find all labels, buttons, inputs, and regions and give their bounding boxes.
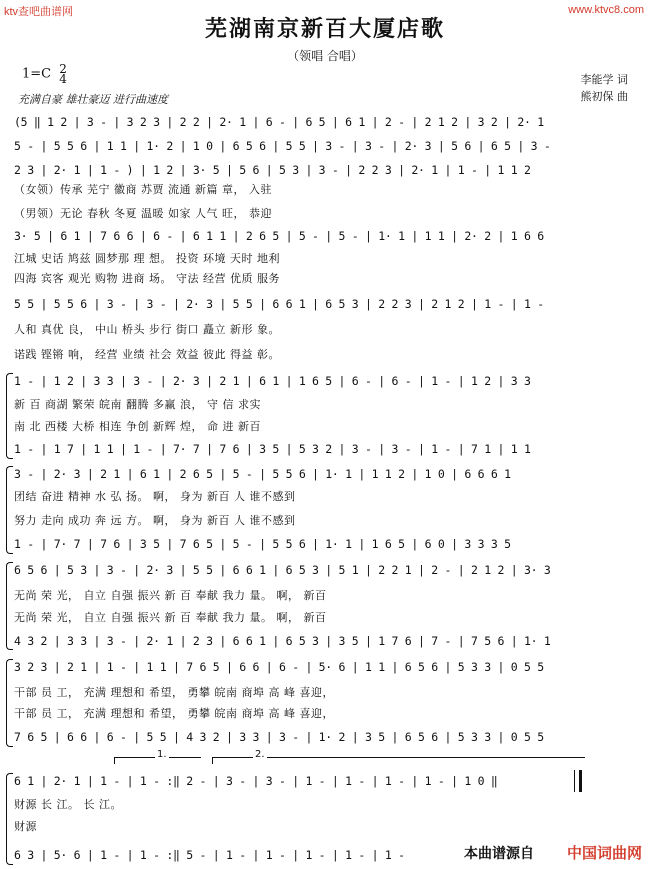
lyric-row: 努力 走向 成功 奔 远 方。 啊， 身为 新百 人 谁不感到 [14, 514, 296, 527]
watermark-right: www.ktvc8.com [568, 4, 644, 16]
lyric-row: 团结 奋进 精神 水 弘 扬。 啊， 身为 新百 人 谁不感到 [14, 490, 296, 503]
notation-row: 5 - | 5 5 6 | 1 1 | 1· 2 | 1 0 | 6 5 6 | 5 5 | 3 - | 3 - | 2· 3 | 5 6 | 6 5 | 3 - [14, 139, 551, 153]
system-brace [6, 773, 13, 865]
system-brace [6, 562, 13, 650]
notation-row: 4 3 2 | 3 3 | 3 - | 2· 1 | 2 3 | 6 6 1 | 6 5 3 | 3 5 | 1 7 6 | 7 - | 7 5 6 | 1· 1 [14, 634, 551, 648]
notation-row: 7 6 5 | 6 6 | 6 - | 5 5 | 4 3 2 | 3 3 | 3 - | 1· 2 | 3 5 | 6 5 6 | 5 3 3 | 0 5 5 [14, 730, 544, 744]
system-brace [6, 659, 13, 747]
lyricist-credit: 李能学 词 [580, 73, 628, 86]
composer-credit: 熊初保 曲 [580, 90, 628, 103]
lyric-row: 财源 长 江。 长 江。 [14, 798, 122, 811]
notation-row: 6 3 | 5· 6 | 1 - | 1 - :‖ 5 - | 1 - | 1 - | 1 - | 1 - | 1 - [14, 848, 405, 862]
source-site: 中国词曲网 [566, 844, 642, 862]
notation-row: 6 1 | 2· 1 | 1 - | 1 - :‖ 2 - | 3 - | 3 - | 1 - | 1 - | 1 - | 1 - | 1 0 ‖ [14, 774, 498, 788]
song-title: 芜湖南京新百大厦店歌 [204, 16, 445, 42]
lyric-row: 干部 员 工， 充满 理想和 希望， 勇攀 皖南 商埠 高 峰 喜迎， [14, 707, 334, 720]
system-brace [6, 466, 13, 554]
lyric-row: 四海 宾客 观光 购物 进商 场。 守法 经营 优质 服务 [14, 272, 280, 285]
volta-2-label: 2. [255, 749, 265, 760]
lyric-row: 干部 员 工， 充满 理想和 希望， 勇攀 皖南 商埠 高 峰 喜迎， [14, 686, 334, 699]
watermark-left: ktv查吧曲谱网 [4, 6, 74, 18]
lyric-row: 诺践 铿锵 响， 经营 业绩 社会 效益 彼此 得益 彰。 [14, 348, 280, 361]
key-label: 1=C [22, 66, 52, 82]
time-signature [59, 64, 67, 84]
system-brace [6, 373, 13, 459]
song-subtitle: （领唱 合唱） [287, 49, 363, 63]
lyric-row: 新 百 商湖 繁荣 皖南 翻腾 多赢 浪， 守 信 求实 [14, 398, 261, 411]
volta-second-ending [212, 749, 585, 764]
notation-row: 5 5 | 5 5 6 | 3 - | 3 - | 2· 3 | 5 5 | 6 6 1 | 6 5 3 | 2 2 3 | 2 1 2 | 1 - | 1 - [14, 297, 544, 311]
notation-row: 3· 5 | 6 1 | 7 6 6 | 6 - | 6 1 1 | 2 6 5 | 5 - | 5 - | 1· 1 | 1 1 | 2· 2 | 1 6 6 [14, 229, 544, 243]
time-sig-top: 2 [59, 62, 67, 76]
lyric-row: 无尚 荣 光， 自立 自强 振兴 新 百 奉献 我力 量。 啊， 新百 [14, 611, 327, 624]
lyric-row: 人和 真优 良， 中山 桥头 步行 街口 矗立 新形 象。 [14, 323, 280, 336]
lyric-row: 无尚 荣 光， 自立 自强 振兴 新 百 奉献 我力 量。 啊， 新百 [14, 589, 327, 602]
source-label: 本曲谱源自 [464, 846, 534, 862]
lyric-row: （女领）传承 芜宁 徽商 苏贾 流通 新篇 章， 入驻 [14, 183, 272, 196]
key-signature [22, 64, 67, 84]
notation-row: 2 3 | 2· 1 | 1 - ) | 1 2 | 3· 5 | 5 6 | 5 3 | 3 - | 2 2 3 | 2· 1 | 1 - | 1 1 2 [14, 163, 531, 177]
lyric-row: 江城 史话 鸠兹 圆梦那 理 想。 投资 环境 天时 地利 [14, 252, 280, 265]
notation-row: 1 - | 7· 7 | 7 6 | 3 5 | 7 6 5 | 5 - | 5 5 6 | 1· 1 | 1 6 5 | 6 0 | 3 3 3 5 [14, 537, 511, 551]
time-sig-bottom: 4 [59, 72, 67, 86]
notation-row: 1 - | 1 2 | 3 3 | 3 - | 2· 3 | 2 1 | 6 1 | 1 6 5 | 6 - | 6 - | 1 - | 1 2 | 3 3 [14, 374, 531, 388]
lyric-row: 南 北 西楼 大桥 相连 争创 新辉 煌， 命 进 新百 [14, 420, 261, 433]
notation-row: 1 - | 1 7 | 1 1 | 1 - | 7· 7 | 7 6 | 3 5 | 5 3 2 | 3 - | 3 - | 1 - | 7 1 | 1 1 [14, 442, 531, 456]
notation-row: 6 5 6 | 5 3 | 3 - | 2· 3 | 5 5 | 6 6 1 | 6 5 3 | 5 1 | 2 2 1 | 2 - | 2 1 2 | 3· 3 [14, 563, 551, 577]
notation-row: (5 ‖ 1 2 | 3 - | 3 2 3 | 2 2 | 2· 1 | 6 - | 6 5 | 6 1 | 2 - | 2 1 2 | 3 2 | 2· 1 [14, 115, 544, 129]
volta-first-ending [114, 749, 201, 764]
notation-row: 3 - | 2· 3 | 2 1 | 6 1 | 2 6 5 | 5 - | 5 5 6 | 1· 1 | 1 1 2 | 1 0 | 6 6 6 1 [14, 467, 511, 481]
tempo-marking: 充满自豪 雄壮豪迈 进行曲速度 [18, 93, 168, 106]
notation-row: 3 2 3 | 2 1 | 1 - | 1 1 | 7 6 5 | 6 6 | 6 - | 5· 6 | 1 1 | 6 5 6 | 5 3 3 | 0 5 5 [14, 660, 544, 674]
volta-1-label: 1. [157, 749, 167, 760]
final-barline [574, 770, 582, 792]
lyric-row: 财源 [14, 820, 37, 833]
lyric-row: （男领）无论 春秋 冬夏 温暖 如家 人气 旺， 恭迎 [14, 207, 272, 220]
